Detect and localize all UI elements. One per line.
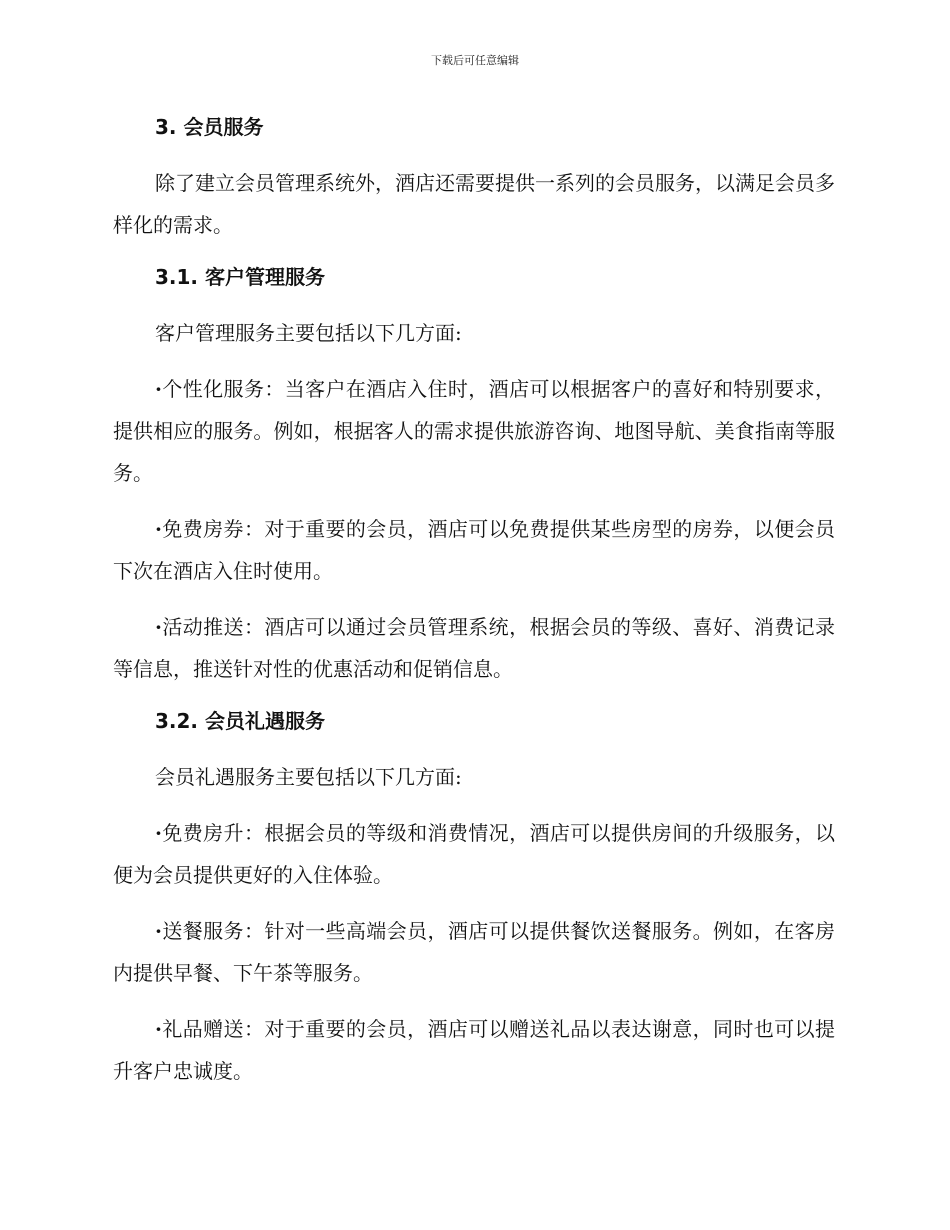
list-item [113,368,835,494]
list-item-text: 免费房券：对于重要的会员，酒店可以免费提供某些房型的房券，以便会员下次在酒店入住时使用。 [113,517,835,583]
bullet-icon: · [155,821,162,845]
list-item [113,606,835,690]
subsection-intro: 客户管理服务主要包括以下几方面: [155,321,462,345]
list-item [113,508,835,592]
bullet-icon: · [155,377,162,401]
bullet-icon: · [155,615,162,639]
page-header: 下载后可任意编辑 [431,54,519,67]
list-item [113,1008,835,1092]
bullet-icon: · [155,919,162,943]
section-heading: 3. 会员服务 [155,115,264,139]
document-body [113,110,835,1106]
list-item [113,910,835,994]
subsection-heading: 3.1. 客户管理服务 [155,265,325,289]
list-item-text: 免费房升：根据会员的等级和消费情况，酒店可以提供房间的升级服务，以便为会员提供更好的入住体验。 [113,821,835,887]
list-item-text: 送餐服务：针对一些高端会员，酒店可以提供餐饮送餐服务。例如，在客房内提供早餐、下午茶等服务。 [113,919,835,985]
bullet-icon: · [155,517,162,541]
list-item-text: 活动推送：酒店可以通过会员管理系统，根据会员的等级、喜好、消费记录等信息，推送针对性的优惠活动和促销信息。 [113,615,835,681]
bullet-icon: · [155,1017,162,1041]
list-item [113,812,835,896]
section-intro: 除了建立会员管理系统外，酒店还需要提供一系列的会员服务，以满足会员多样化的需求。 [113,171,835,237]
list-item-text: 个性化服务：当客户在酒店入住时，酒店可以根据客户的喜好和特别要求，提供相应的服务。例如，根据客人的需求提供旅游咨询、地图导航、美食指南等服务。 [113,377,835,485]
subsection-heading: 3.2. 会员礼遇服务 [155,709,325,733]
subsection-intro: 会员礼遇服务主要包括以下几方面: [155,765,462,789]
list-item-text: 礼品赠送：对于重要的会员，酒店可以赠送礼品以表达谢意，同时也可以提升客户忠诚度。 [113,1017,835,1083]
